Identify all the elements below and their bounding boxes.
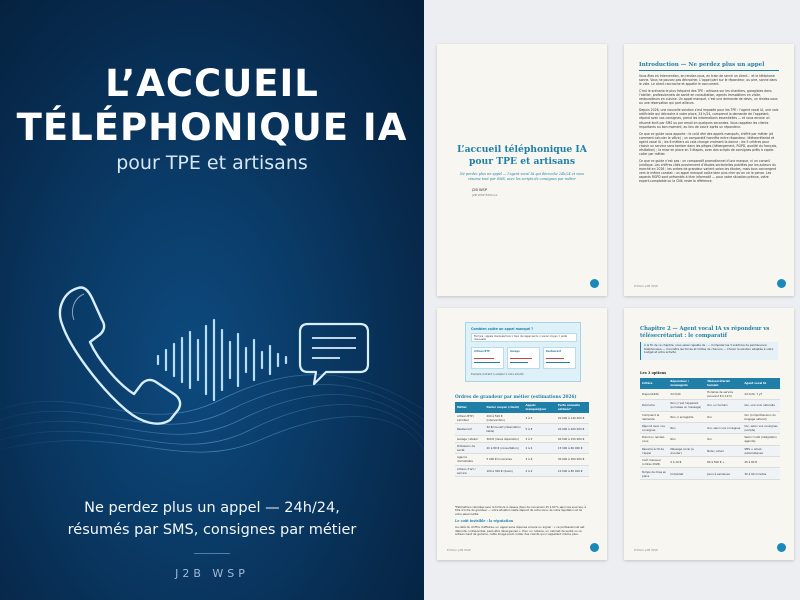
table-row bbox=[640, 457, 780, 468]
table-cell: 2 à 4 bbox=[524, 442, 556, 453]
cover-tagline-line1: Ne perdez plus un appel — 24h/24, bbox=[84, 500, 340, 516]
page-number-dot bbox=[777, 543, 786, 552]
table-header-row bbox=[455, 402, 589, 413]
table-header: Agent vocal IA bbox=[742, 378, 780, 389]
page2-paragraph: Ce que ce guide n’est pas : un comparatif promotionnel d’une marque, ni un conseil juridique. Les chiffres cités proviennent d’études sectorielles publiées par les acteurs du marché en 2026 ; les ordres de grandeur varient selon les études, mais tous convergent vers le même constat : un appel manqué coûte bien plus cher qu’on ne le pense. Les aspects RGPD sont présentés à titre informatif — pour votre situation précise, votre expert-comptable ou la CNIL reste la référence. bbox=[639, 158, 777, 184]
page-preview-costs bbox=[437, 308, 607, 560]
page2-divider bbox=[639, 70, 779, 71]
cover-brand: J2B WSP bbox=[175, 567, 249, 580]
page-number-dot bbox=[590, 279, 599, 288]
table-cell: Prend un rendez-vous bbox=[640, 434, 668, 445]
table-header: Métier bbox=[455, 402, 484, 413]
page1-author: J2B WSP bbox=[472, 188, 487, 192]
table-cell: 24 h/24, 7 j/7 bbox=[742, 389, 780, 400]
table-cell: Restaurant bbox=[455, 424, 484, 435]
table-cell: Disponibilité bbox=[640, 389, 668, 400]
page3-card bbox=[543, 347, 576, 369]
table-cell: Oui, un humain bbox=[705, 400, 742, 411]
table-cell: Oui bbox=[705, 411, 742, 422]
table-row bbox=[455, 454, 589, 465]
table-header: Répondeur / messagerie bbox=[668, 378, 705, 389]
page-number-dot bbox=[590, 543, 599, 552]
page3-formula-text: Formule : appels manqués/mois × taux de rappel perdu × panier moyen = perte mensuelle bbox=[474, 335, 568, 341]
table-cell: Note / email bbox=[705, 445, 742, 456]
page3-paragraph: Au-delà du chiffre d’affaires, un appel sans réponse envoie un signal : « ce professionnel est débordé, indisponible, peut-être désorganisé ». Pour un notaire, un cabinet de santé ou un artisan haut de gamme, cette image peut coûter des clients qui n’appellent même plus. bbox=[455, 525, 585, 537]
table-row bbox=[640, 400, 780, 411]
table-cell: 20 à 80 € bbox=[742, 457, 780, 468]
page4-footer: Édition J2B WSP bbox=[634, 548, 658, 552]
table-cell: 30 €/couvert (réservation table) bbox=[484, 424, 523, 435]
table-cell: 5 à 8 bbox=[524, 424, 556, 435]
table-row bbox=[455, 413, 589, 424]
table-row bbox=[455, 424, 589, 435]
page-preview-introduction bbox=[624, 44, 794, 296]
table-cell: Oui, selon vos consignes (scripts) bbox=[742, 422, 780, 433]
table-cell: 2 à 4 bbox=[524, 465, 556, 476]
table-cell: SMS + email automatiques bbox=[742, 445, 780, 456]
page3-formula-box bbox=[465, 322, 581, 382]
table-cell: Oui, une voix naturelle bbox=[742, 400, 780, 411]
page3-heading: Ordres de grandeur par métier (estimations 2026) bbox=[455, 395, 577, 400]
table-cell: 30 à 60 minutes bbox=[742, 468, 780, 479]
page3-footnote: *Estimations calculées avec la formule ci-dessus (taux de conversion 25 à 60 % selon les sources), à titre d’ordre de grandeur — votre situation réelle dépend de votre zone, de votre réputation et de votre saisonnalité. bbox=[455, 506, 587, 516]
table-cell: Garage / atelier bbox=[455, 435, 484, 442]
page3-table bbox=[455, 402, 589, 477]
table-header: Perte annuelle estimée* bbox=[556, 402, 589, 413]
page3-box-note: Exemple indicatif, à adapter à votre activité bbox=[471, 373, 524, 376]
cover-title-line2: TÉLÉPHONIQUE IA bbox=[16, 106, 408, 149]
table-row bbox=[455, 442, 589, 453]
table-cell: 20 000 à 200 000 € bbox=[556, 424, 589, 435]
table-cell: Coût mensuel (ordres 2026) bbox=[640, 457, 668, 468]
cover-tagline-line2: résumés par SMS, consignes par métier bbox=[67, 522, 357, 538]
page4-callout bbox=[640, 342, 778, 360]
page4-heading: Chapitre 2 — Agent vocal IA vs répondeur vs télésecrétariat : le comparatif bbox=[640, 326, 770, 339]
page2-paragraph: Vous êtes en intervention, en rendez-vous, en train de servir un client… et le téléphone sonne. Vous ne pouvez pas décrocher. L’appel part sur le répondeur, ou pire, sonne dans le vide. Le client raccroche et appelle le concurrent. bbox=[639, 74, 777, 87]
page3-card-line bbox=[546, 358, 564, 359]
table-cell: 3 à 5 bbox=[524, 413, 556, 424]
table-header: Panier moyen (client) bbox=[484, 402, 523, 413]
table-cell: Horaires de service (souvent 8 h-19 h) bbox=[705, 389, 742, 400]
table-header: Télésecrétariat humain bbox=[705, 378, 742, 389]
page2-paragraph: C’est le scénario le plus fréquent des TPE : artisans sur les chantiers, garagistes dans l’atelier, professionnels de santé en consultation, agents immobiliers en visite, restaurateurs en cuisine. Un appel manqué, c’est une demande de devis, un rendez-vous ou une réservation qui part ailleurs. bbox=[639, 89, 778, 106]
table-row bbox=[455, 435, 589, 442]
page3-card bbox=[471, 347, 504, 369]
page3-card-line bbox=[474, 358, 494, 359]
table-cell: Selon l’outil (intégration agenda) bbox=[742, 434, 780, 445]
page3-card-line bbox=[546, 362, 570, 363]
table-row bbox=[640, 434, 780, 445]
page1-description: Ne perdez plus un appel — l’agent vocal IA qui décroche 24h/24 et vous résume tout par SMS, avec les scripts de consignes par métier bbox=[459, 172, 585, 181]
table-cell: Non (c’est l’appelant qui laisse un message) bbox=[668, 400, 705, 411]
page2-paragraph: Ce que ce guide vous apporte : le coût réel des appels manqués, chiffré par métier (et comment calculer le vôtre) ; un comparatif honnête entre répondeur, télésecrétariat et agent vocal IA ; les 6 métiers où cela change vraiment la donne ; les 5 critères pour choisir un service sans tomber dans les pièges (hébergement, RGPD, qualité du français, résiliation) ; la mise en place en 3 étapes, avec des scripts de consignes prêts à copier-coller par métier. bbox=[639, 131, 778, 156]
cover-illustration bbox=[0, 260, 424, 480]
page2-paragraph: Depuis 2026, une nouvelle solution s’est imposée pour les TPE : l’agent vocal IA, une voix artificielle qui décroche à votre place, 24 h/24, comprend la demande de l’appelant, répond avec vos consignes, prend les informations essentielles — et vous envoie un résumé écrit par SMS ou par email en quelques secondes. Vous rappelez les clients importants au bon moment, au lieu de courir après un répondeur. bbox=[639, 108, 779, 129]
page3-subheading: Le coût invisible : la réputation bbox=[455, 519, 514, 523]
table-cell: Résumé écrit de l’appel bbox=[640, 445, 668, 456]
page1-title-line2: pour TPE et artisans bbox=[468, 156, 575, 167]
table-cell: 24 h/24 bbox=[668, 389, 705, 400]
table-cell: Non bbox=[668, 434, 705, 445]
table-cell: 20 000 à 140 000 € bbox=[556, 413, 589, 424]
page3-box-title: Combien coûte un appel manqué ? bbox=[471, 327, 534, 331]
table-cell: Non bbox=[668, 422, 705, 433]
cover-title-line1: L’ACCUEIL bbox=[105, 62, 319, 105]
table-cell: 3 à 5 bbox=[524, 435, 556, 442]
page4-callout-text: À la fin de ce chapitre, vous serez capable de : — Comparer les 3 solutions de permanence téléphonique — Connaître les forces et limites de chacune — Choisir la solution adaptée à votre budget et votre activité bbox=[644, 343, 774, 354]
page1-editor: J2B WSP Éditions bbox=[472, 193, 498, 197]
page2-footer: Édition J2B WSP bbox=[634, 284, 658, 288]
table-cell: 300 € (devis réparation) bbox=[484, 435, 523, 442]
table-cell: Oui, selon vos consignes bbox=[705, 422, 742, 433]
page3-card-line bbox=[510, 362, 528, 363]
table-row bbox=[640, 411, 780, 422]
table-header: Appels manqués/jour bbox=[524, 402, 556, 413]
table-cell: 0 à 10 € bbox=[668, 457, 705, 468]
table-cell: 5 000 € honoraires bbox=[484, 454, 523, 465]
table-header: Critère bbox=[640, 378, 668, 389]
table-cell: Immédiat bbox=[668, 468, 705, 479]
page1-title-line1: L’accueil téléphonique IA bbox=[457, 144, 587, 155]
cover-subtitle: pour TPE et artisans bbox=[116, 152, 308, 174]
table-row bbox=[640, 445, 780, 456]
table-cell: 30 000 à 300 000 € bbox=[556, 454, 589, 465]
table-cell: Oui bbox=[705, 434, 742, 445]
page2-heading: Introduction — Ne perdez plus un appel bbox=[639, 62, 765, 68]
table-cell: 40 000 à 150 000 € bbox=[556, 435, 589, 442]
table-row bbox=[640, 468, 780, 479]
table-cell: Répond avec vos consignes bbox=[640, 422, 668, 433]
table-cell: 15 000 à 60 000 € bbox=[556, 442, 589, 453]
page3-card-label: Restaurant bbox=[546, 350, 561, 353]
page3-card-label: Artisan BTP bbox=[474, 350, 490, 353]
table-cell: Artisan BTP / plombier bbox=[455, 413, 484, 424]
page1-title bbox=[437, 144, 607, 168]
page4-table bbox=[640, 378, 780, 480]
page3-card bbox=[507, 347, 540, 369]
page3-card-label: Garage bbox=[510, 350, 520, 353]
page2-body bbox=[639, 74, 779, 186]
table-cell: Comprend la demande bbox=[640, 411, 668, 422]
page-preview-title bbox=[437, 44, 607, 296]
page4-subheading: Les 3 options bbox=[640, 371, 667, 375]
table-cell: Message vocal (à écouter) bbox=[668, 445, 705, 456]
page3-card-line bbox=[510, 358, 532, 359]
table-cell: Temps de mise en place bbox=[640, 468, 668, 479]
table-cell: Profession de santé bbox=[455, 442, 484, 453]
table-cell: 80 à 500 € + bbox=[705, 457, 742, 468]
table-cell: Artisan d’art / service bbox=[455, 465, 484, 476]
page-number-dot bbox=[777, 279, 786, 288]
table-cell: Non, il enregistre bbox=[668, 411, 705, 422]
table-cell: Jours à semaines bbox=[705, 468, 742, 479]
table-cell: Agence immobilière bbox=[455, 454, 484, 465]
table-cell: 200 à 500 € (intervention) bbox=[484, 413, 523, 424]
sound-wave-icon bbox=[0, 320, 424, 452]
page3-formula bbox=[471, 333, 577, 342]
table-cell: 10 000 à 80 000 € bbox=[556, 465, 589, 476]
table-row bbox=[640, 422, 780, 433]
table-cell: 100 à 300 € (devis) bbox=[484, 465, 523, 476]
page3-footer: Édition J2B WSP bbox=[447, 548, 471, 552]
page-preview-comparison bbox=[624, 308, 794, 560]
table-cell: Décroche bbox=[640, 400, 668, 411]
table-cell: Oui (compréhension du langage naturel) bbox=[742, 411, 780, 422]
table-row bbox=[455, 465, 589, 476]
table-cell: 40 à 80 € (consultation) bbox=[484, 442, 523, 453]
page3-card-line bbox=[474, 362, 500, 363]
cover-divider bbox=[194, 553, 230, 554]
table-row bbox=[640, 389, 780, 400]
table-cell: 3 à 6 bbox=[524, 454, 556, 465]
table-header-row bbox=[640, 378, 780, 389]
